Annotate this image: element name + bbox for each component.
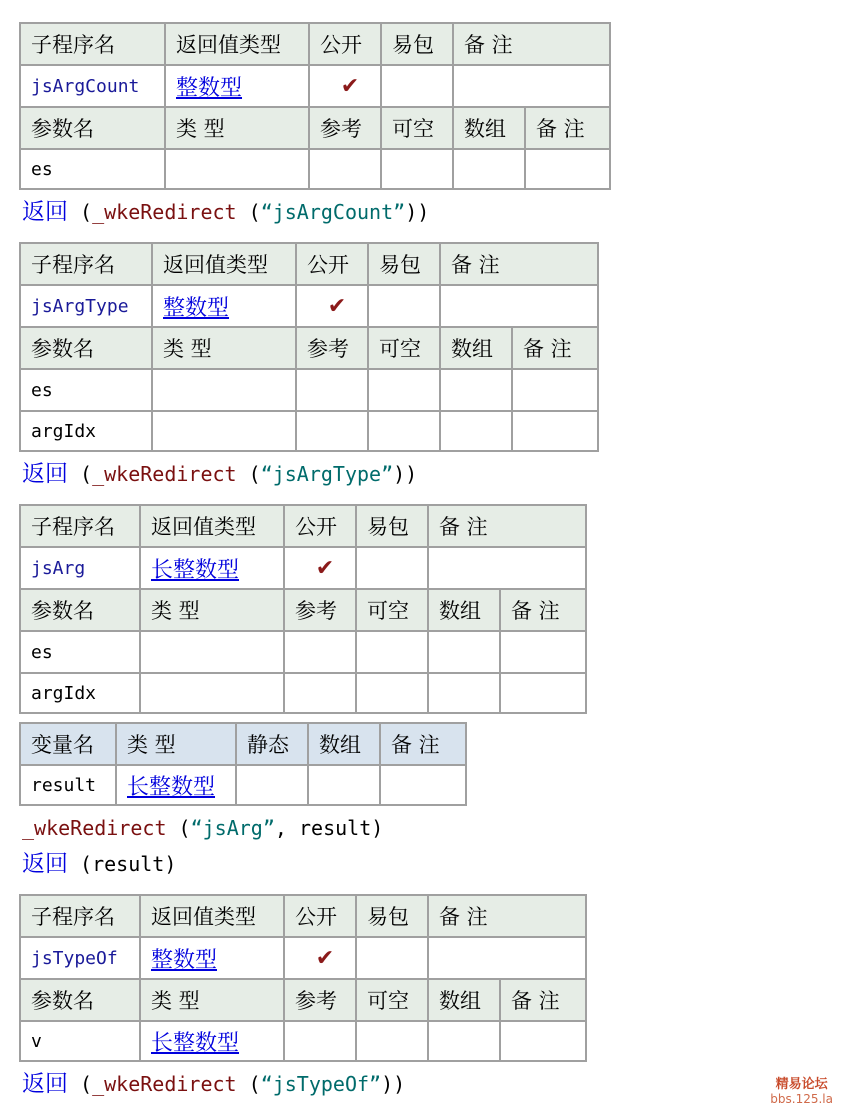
variable-header-row <box>20 723 466 765</box>
header-param-type: 类 型 <box>165 107 309 149</box>
variable-row <box>20 765 466 805</box>
param-remark[interactable] <box>500 1021 586 1061</box>
param-reference[interactable] <box>284 631 356 673</box>
header-sub-name: 子程序名 <box>20 243 152 285</box>
header-sub-name: 子程序名 <box>20 895 140 937</box>
header-reference: 参考 <box>309 107 381 149</box>
subroutine-header-row <box>20 243 598 285</box>
return-type-link[interactable]: 整数型 <box>152 285 296 327</box>
param-remark[interactable] <box>512 369 598 411</box>
variable-remark[interactable] <box>380 765 466 805</box>
subroutine-header-row <box>20 895 586 937</box>
function-name: _wkeRedirect <box>22 816 167 840</box>
remark-cell[interactable] <box>428 547 586 589</box>
code-line-return[interactable]: 返回 (_wkeRedirect (“jsTypeOf”)) <box>22 1071 406 1097</box>
argument-name: result <box>298 816 372 840</box>
header-sub-name: 子程序名 <box>20 23 165 65</box>
header-sub-name: 子程序名 <box>20 505 140 547</box>
subroutine-table-jsargtype <box>19 242 599 452</box>
variable-array[interactable] <box>308 765 380 805</box>
local-variable-table <box>19 722 467 806</box>
param-header-row <box>20 107 610 149</box>
header-easy-pkg: 易包 <box>381 23 453 65</box>
header-return-type: 返回值类型 <box>140 895 284 937</box>
param-array[interactable] <box>428 1021 500 1061</box>
header-param-remark: 备 注 <box>500 589 586 631</box>
header-nullable: 可空 <box>368 327 440 369</box>
header-remark: 备 注 <box>453 23 610 65</box>
subroutine-name[interactable]: jsTypeOf <box>20 937 140 979</box>
param-array[interactable] <box>440 411 512 451</box>
param-type[interactable] <box>140 631 284 673</box>
param-header-row <box>20 979 586 1021</box>
param-nullable[interactable] <box>356 631 428 673</box>
header-param-name: 参数名 <box>20 589 140 631</box>
param-name[interactable]: argIdx <box>20 411 152 451</box>
subroutine-table-jstypeof <box>19 894 587 1062</box>
header-reference: 参考 <box>284 589 356 631</box>
param-remark[interactable] <box>500 673 586 713</box>
subroutine-name[interactable]: jsArgType <box>20 285 152 327</box>
header-array: 数组 <box>453 107 525 149</box>
header-static: 静态 <box>236 723 308 765</box>
param-type[interactable] <box>152 411 296 451</box>
param-array[interactable] <box>428 631 500 673</box>
header-param-remark: 备 注 <box>512 327 598 369</box>
subroutine-row <box>20 285 598 327</box>
param-row <box>20 369 598 411</box>
param-type[interactable] <box>140 673 284 713</box>
return-type-link[interactable]: 整数型 <box>140 937 284 979</box>
header-public: 公开 <box>296 243 368 285</box>
param-nullable[interactable] <box>381 149 453 189</box>
header-var-name: 变量名 <box>20 723 116 765</box>
param-type[interactable] <box>152 369 296 411</box>
header-reference: 参考 <box>284 979 356 1021</box>
subroutine-name[interactable]: jsArgCount <box>20 65 165 107</box>
param-nullable[interactable] <box>356 1021 428 1061</box>
header-param-remark: 备 注 <box>525 107 610 149</box>
code-line-return[interactable]: 返回 (_wkeRedirect (“jsArgType”)) <box>22 461 418 487</box>
code-line-return[interactable]: 返回 (result) <box>22 851 177 877</box>
header-param-name: 参数名 <box>20 327 152 369</box>
param-reference[interactable] <box>284 1021 356 1061</box>
string-literal: “jsArgCount” <box>260 200 406 224</box>
header-easy-pkg: 易包 <box>356 505 428 547</box>
param-reference[interactable] <box>296 411 368 451</box>
param-row <box>20 149 610 189</box>
param-remark[interactable] <box>525 149 610 189</box>
param-name[interactable]: v <box>20 1021 140 1061</box>
header-var-array: 数组 <box>308 723 380 765</box>
header-return-type: 返回值类型 <box>165 23 309 65</box>
param-array[interactable] <box>440 369 512 411</box>
function-name: _wkeRedirect <box>92 1072 237 1096</box>
string-literal: “jsArgType” <box>260 462 394 486</box>
header-param-remark: 备 注 <box>500 979 586 1021</box>
subroutine-table-jsarg <box>19 504 587 714</box>
param-name[interactable]: es <box>20 631 140 673</box>
param-name[interactable]: argIdx <box>20 673 140 713</box>
header-var-remark: 备 注 <box>380 723 466 765</box>
remark-cell[interactable] <box>453 65 610 107</box>
param-type[interactable] <box>165 149 309 189</box>
header-param-name: 参数名 <box>20 979 140 1021</box>
watermark-title: 精易论坛 <box>775 1077 828 1092</box>
param-reference[interactable] <box>309 149 381 189</box>
forum-watermark <box>770 1078 833 1106</box>
variable-name[interactable]: result <box>20 765 116 805</box>
code-line-return[interactable]: 返回 (_wkeRedirect (“jsArgCount”)) <box>22 199 430 225</box>
param-type-link[interactable]: 长整数型 <box>140 1021 284 1061</box>
subroutine-table-jsargcount <box>19 22 611 190</box>
header-remark: 备 注 <box>428 505 586 547</box>
variable-static[interactable] <box>236 765 308 805</box>
header-remark: 备 注 <box>428 895 586 937</box>
string-literal: “jsArg” <box>190 816 275 840</box>
header-var-type: 类 型 <box>116 723 236 765</box>
remark-cell[interactable] <box>440 285 598 327</box>
param-header-row <box>20 327 598 369</box>
subroutine-row <box>20 547 586 589</box>
header-param-type: 类 型 <box>140 589 284 631</box>
param-reference[interactable] <box>284 673 356 713</box>
return-keyword: 返回 <box>22 851 68 877</box>
param-array[interactable] <box>453 149 525 189</box>
param-nullable[interactable] <box>368 369 440 411</box>
header-easy-pkg: 易包 <box>368 243 440 285</box>
subroutine-header-row <box>20 505 586 547</box>
param-row <box>20 673 586 713</box>
header-public: 公开 <box>284 505 356 547</box>
subroutine-row <box>20 65 610 107</box>
header-param-type: 类 型 <box>152 327 296 369</box>
function-name: _wkeRedirect <box>92 462 237 486</box>
return-type-link[interactable]: 长整数型 <box>140 547 284 589</box>
param-row <box>20 1021 586 1061</box>
param-name[interactable]: es <box>20 149 165 189</box>
param-row <box>20 631 586 673</box>
param-row <box>20 411 598 451</box>
header-nullable: 可空 <box>381 107 453 149</box>
return-keyword: 返回 <box>22 1071 68 1097</box>
easy-pkg-cell[interactable] <box>381 65 453 107</box>
return-keyword: 返回 <box>22 461 68 487</box>
param-reference[interactable] <box>296 369 368 411</box>
header-array: 数组 <box>428 589 500 631</box>
param-array[interactable] <box>428 673 500 713</box>
easy-pkg-cell[interactable] <box>356 547 428 589</box>
subroutine-name[interactable]: jsArg <box>20 547 140 589</box>
watermark-url: bbs.125.la <box>770 1092 833 1106</box>
public-checkmark-icon: ✔ <box>284 937 356 979</box>
param-nullable[interactable] <box>356 673 428 713</box>
code-line-call[interactable]: _wkeRedirect (“jsArg”, result) <box>22 816 384 840</box>
param-remark[interactable] <box>500 631 586 673</box>
return-type-link[interactable]: 整数型 <box>165 65 309 107</box>
public-checkmark-icon: ✔ <box>284 547 356 589</box>
header-public: 公开 <box>309 23 381 65</box>
return-keyword: 返回 <box>22 199 68 225</box>
header-public: 公开 <box>284 895 356 937</box>
header-param-type: 类 型 <box>140 979 284 1021</box>
subroutine-header-row <box>20 23 610 65</box>
param-header-row <box>20 589 586 631</box>
header-easy-pkg: 易包 <box>356 895 428 937</box>
variable-type-link[interactable]: 长整数型 <box>116 765 236 805</box>
header-array: 数组 <box>440 327 512 369</box>
header-nullable: 可空 <box>356 589 428 631</box>
function-name: _wkeRedirect <box>92 200 237 224</box>
param-name[interactable]: es <box>20 369 152 411</box>
remark-cell[interactable] <box>428 937 586 979</box>
header-reference: 参考 <box>296 327 368 369</box>
header-remark: 备 注 <box>440 243 598 285</box>
public-checkmark-icon: ✔ <box>309 65 381 107</box>
subroutine-row <box>20 937 586 979</box>
easy-pkg-cell[interactable] <box>356 937 428 979</box>
header-param-name: 参数名 <box>20 107 165 149</box>
param-nullable[interactable] <box>368 411 440 451</box>
public-checkmark-icon: ✔ <box>296 285 368 327</box>
easy-pkg-cell[interactable] <box>368 285 440 327</box>
header-return-type: 返回值类型 <box>140 505 284 547</box>
header-return-type: 返回值类型 <box>152 243 296 285</box>
header-array: 数组 <box>428 979 500 1021</box>
string-literal: “jsTypeOf” <box>260 1072 382 1096</box>
param-remark[interactable] <box>512 411 598 451</box>
header-nullable: 可空 <box>356 979 428 1021</box>
